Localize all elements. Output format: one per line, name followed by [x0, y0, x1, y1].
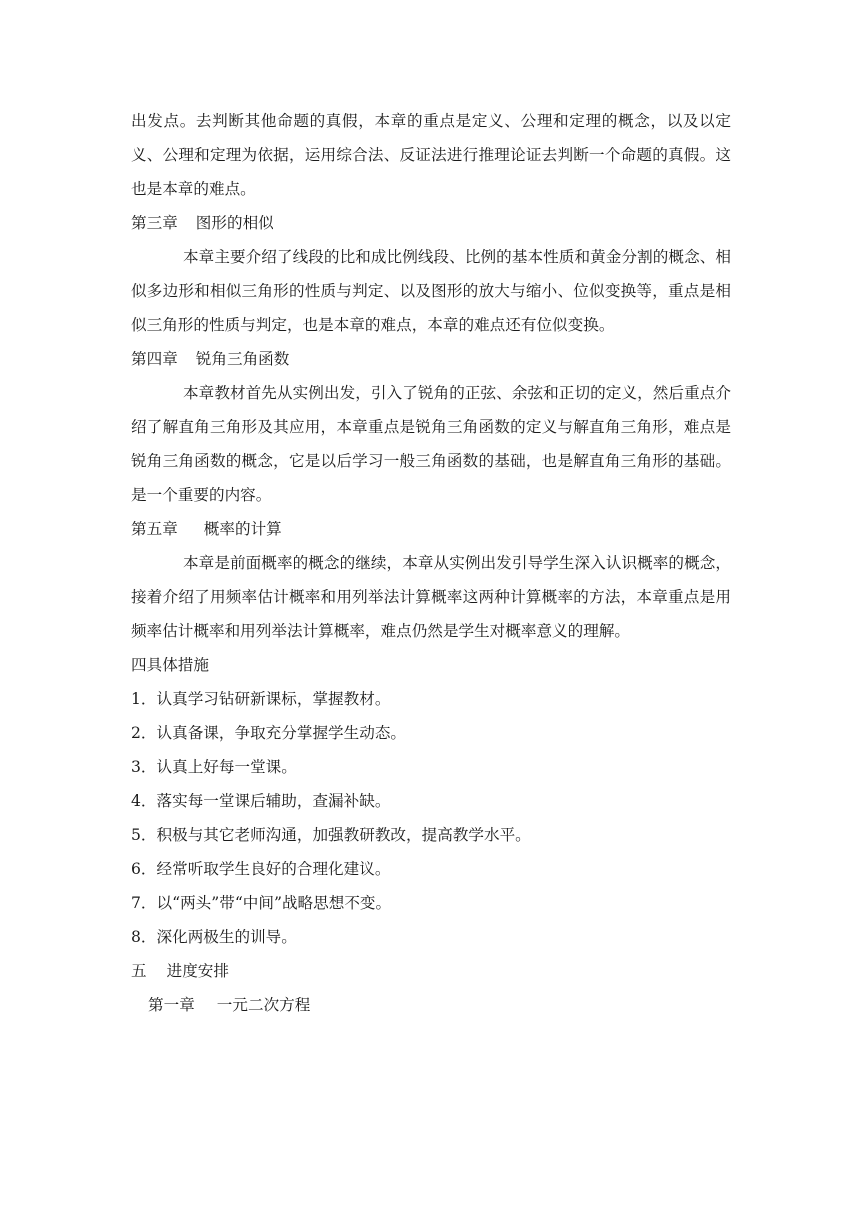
chapter4-heading	[131, 342, 731, 376]
section4-heading: 四具体措施	[131, 656, 209, 674]
chapter5-number: 第五章	[131, 520, 178, 538]
chapter4-title: 锐角三角函数	[195, 350, 290, 368]
chapter4-body: 本章教材首先从实例出发，引入了锐角的正弦、余弦和正切的定义，然后重点介绍了解直角三角形及其应用，本章重点是锐角三角函数的定义与解直角三角形，难点是锐角三角函数的概念，它是以后学习一般三角函数的基础，也是解直角三角形的基础。是一个重要的内容。	[131, 384, 731, 504]
section5-number: 五	[131, 962, 147, 980]
schedule-chapter1-heading	[131, 988, 731, 1022]
measure-item-8: 8．深化两极生的训导。	[131, 928, 297, 946]
chapter5-title: 概率的计算	[203, 520, 282, 538]
chapter3-number: 第三章	[131, 214, 178, 232]
chapter3-body: 本章主要介绍了线段的比和成比例线段、比例的基本性质和黄金分割的概念、相似多边形和相似三角形的性质与判定、以及图形的放大与缩小、位似变换等，重点是相似三角形的性质与判定，也是本章的难点，本章的难点还有位似变换。	[131, 248, 731, 334]
measure-item-1: 1．认真学习钻研新课标，掌握教材。	[131, 690, 391, 708]
chapter3-heading	[131, 206, 731, 240]
measure-item-3: 3．认真上好每一堂课。	[131, 758, 297, 776]
schedule-chapter1-title: 一元二次方程	[216, 996, 311, 1014]
chapter5-heading	[131, 512, 731, 546]
section5-heading	[131, 954, 731, 988]
chapter5-body: 本章是前面概率的概念的继续，本章从实例出发引导学生深入认识概率的概念，接着介绍了用频率估计概率和用列举法计算概率这两种计算概率的方法，本章重点是用频率估计概率和用列举法计算概率，难点仍然是学生对概率意义的理解。	[131, 554, 731, 640]
chapter3-title: 图形的相似	[195, 214, 274, 232]
measure-item-6: 6．经常听取学生良好的合理化建议。	[131, 860, 391, 878]
section5-title: 进度安排	[166, 962, 229, 980]
schedule-chapter1-number: 第一章	[148, 996, 195, 1014]
measure-item-2: 2．认真备课，争取充分掌握学生动态。	[131, 724, 407, 742]
document-page	[131, 104, 731, 1022]
chapter4-number: 第四章	[131, 350, 178, 368]
intro-paragraph: 出发点。去判断其他命题的真假，本章的重点是定义、公理和定理的概念，以及以定义、公理和定理为依据，运用综合法、反证法进行推理论证去判断一个命题的真假。这也是本章的难点。	[131, 112, 731, 198]
measure-item-4: 4．落实每一堂课后辅助，查漏补缺。	[131, 792, 391, 810]
measure-item-7: 7．以“两头”带“中间”战略思想不变。	[131, 894, 392, 912]
measure-item-5: 5．积极与其它老师沟通，加强教研教改，提高教学水平。	[131, 826, 531, 844]
